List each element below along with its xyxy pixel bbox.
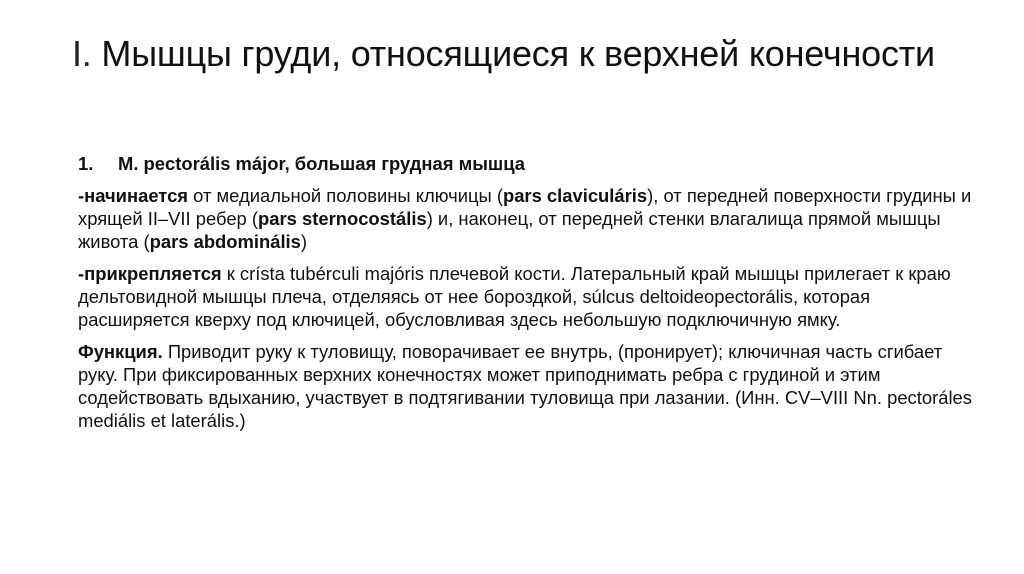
origin-text-1: от медиальной половины ключицы ( [188,185,503,206]
origin-text-2: ), от передней поверхности грудины и хрящей II–VII ребер ( [78,185,972,229]
origin-term-2: pars sternocostális [258,208,427,229]
origin-text-4: ) [300,231,308,252]
insertion-text: к crísta tubérculi majóris плечевой кости. Латеральный край мышцы прилегает к краю дельтовидной мышцы плеча, отделяясь от нее бороздкой, súlcus deltoideopectorális, которая расширяется кверху под ключицей, обусловливая здесь небольшую подключичную ямку. [78,263,951,330]
title-text: Мышцы груди, относящиеся к верхней конечности [101,33,935,74]
function-text: Приводит руку к туловищу, поворачивает ее внутрь, (пронирует); ключичная часть сгибает руку. При фиксированных верхних конечностях может приподнимать ребра с грудиной и этим содействовать вдыханию, участвует в подтягивании туловища при лазании. (Инн. CV–VIII Nn. pectoráles mediális et laterális.) [78,341,972,431]
slide-body [78,152,978,441]
origin-term-3: pars abdominális [149,231,301,252]
origin-paragraph [78,184,978,253]
heading-number: 1. [78,153,94,174]
insertion-label: -прикрепляется [78,263,222,284]
origin-term-1: pars claviculáris [502,185,648,206]
muscle-heading [78,152,978,175]
insertion-paragraph [78,262,978,331]
slide-title [72,30,972,77]
heading-text: M. pectorális májor, большая грудная мышца [118,153,525,174]
function-label: Функция. [78,341,163,362]
origin-label: -начинается [78,185,189,206]
title-number: I. [72,33,92,74]
origin-text-3: ) и, наконец, от передней стенки влагалища прямой мышцы живота ( [78,208,941,252]
function-paragraph [78,340,978,432]
